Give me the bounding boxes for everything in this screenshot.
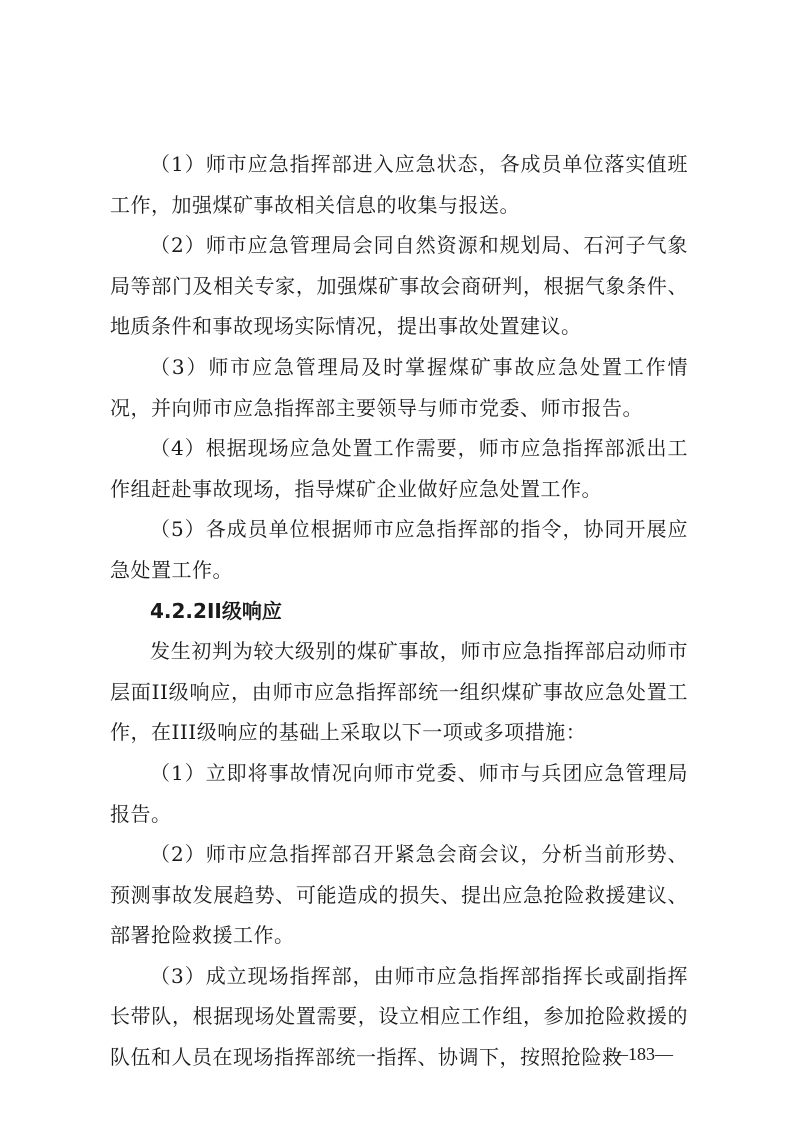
paragraph-8: （2）师市应急指挥部召开紧急会商会议，分析当前形势、预测事故发展趋势、可能造成的损失、提出应急抢险救援建议、部署抢险救援工作。 — [110, 842, 688, 948]
paragraph-6: 发生初判为较大级别的煤矿事故，师市应急指挥部启动师市层面II级响应，由师市应急指挥部统一组织煤矿事故应急处置工作，在III级响应的基础上采取以下一项或多项措施： — [110, 639, 688, 745]
paragraph-5: （5）各成员单位根据师市应急指挥部的指令，协同开展应急处置工作。 — [110, 517, 688, 582]
paragraph-1: （1）师市应急指挥部进入应急状态，各成员单位落实值班工作，加强煤矿事故相关信息的收集与报送。 — [110, 152, 688, 217]
paragraph-4: （4）根据现场应急处置工作需要，师市应急指挥部派出工作组赶赴事故现场，指导煤矿企业做好应急处置工作。 — [110, 436, 688, 501]
body-text — [110, 144, 688, 1078]
page-number: —183— — [610, 1044, 673, 1064]
paragraph-2: （2）师市应急管理局会同自然资源和规划局、石河子气象局等部门及相关专家，加强煤矿事故会商研判，根据气象条件、地质条件和事故现场实际情况，提出事故处置建议。 — [110, 233, 688, 339]
section-heading: 4.2.2II级响应 — [150, 598, 282, 623]
paragraph-7: （1）立即将事故情况向师市党委、师市与兵团应急管理局报告。 — [110, 760, 688, 826]
paragraph-9: （3）成立现场指挥部，由师市应急指挥部指挥长或副指挥长带队，根据现场处置需要，设立相应工作组，参加抢险救援的队伍和人员在现场指挥部统一指挥、协调下，按照抢险救 — [110, 963, 688, 1070]
paragraph-3: （3）师市应急管理局及时掌握煤矿事故应急处置工作情况，并向师市应急指挥部主要领导与师市党委、师市报告。 — [110, 354, 688, 420]
